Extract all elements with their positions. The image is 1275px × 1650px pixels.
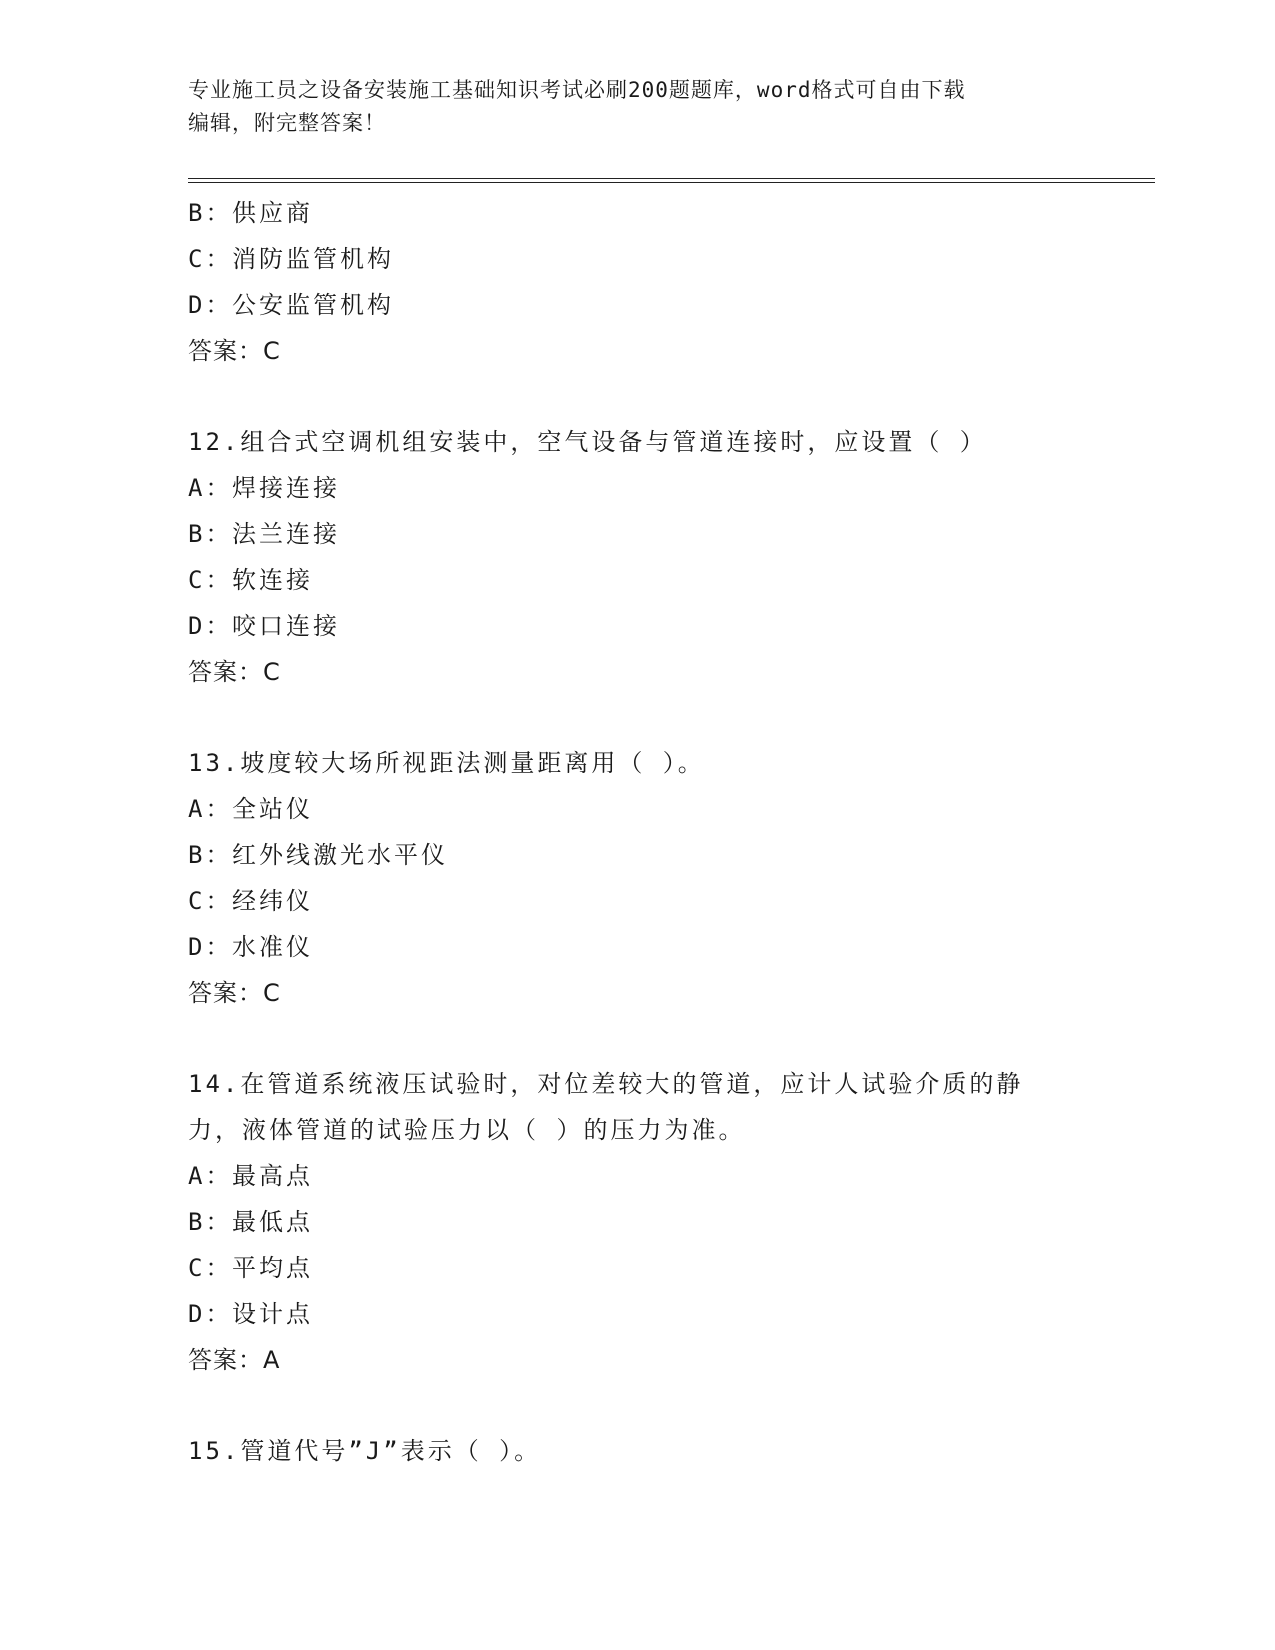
spacer xyxy=(188,1383,1088,1428)
option-text: 设计点 xyxy=(232,1300,313,1328)
option-b xyxy=(188,511,1088,557)
option-text: 最低点 xyxy=(232,1208,313,1236)
option-b xyxy=(188,190,1088,236)
question-text-line1: 14.在管道系统液压试验时，对位差较大的管道，应计人试验介质的静 xyxy=(188,1070,1024,1098)
option-label: D： xyxy=(188,1300,233,1328)
option-a xyxy=(188,465,1088,511)
header-divider xyxy=(188,178,1155,183)
option-label: D： xyxy=(188,612,233,640)
header-title-line1: 专业施工员之设备安装施工基础知识考试必刷200题题库，word格式可自由下载 xyxy=(188,78,966,102)
option-text: 法兰连接 xyxy=(232,520,340,548)
option-c xyxy=(188,878,1088,924)
option-d xyxy=(188,1291,1088,1337)
option-text: 全站仪 xyxy=(232,795,313,823)
option-text: 软连接 xyxy=(232,566,313,594)
option-text: 公安监管机构 xyxy=(232,291,394,319)
option-label: C： xyxy=(188,245,233,273)
spacer xyxy=(188,374,1088,419)
option-text: 红外线激光水平仪 xyxy=(232,841,448,869)
option-a xyxy=(188,786,1088,832)
option-label: B： xyxy=(188,841,233,869)
answer-line: 答案：C xyxy=(188,979,281,1007)
option-label: C： xyxy=(188,566,233,594)
option-label: B： xyxy=(188,199,233,227)
question-text: 13.坡度较大场所视距法测量距离用（ ）。 xyxy=(188,749,705,777)
document-header xyxy=(188,74,1088,140)
option-d xyxy=(188,282,1088,328)
option-label: A： xyxy=(188,795,233,823)
option-text: 平均点 xyxy=(232,1254,313,1282)
option-a xyxy=(188,1153,1088,1199)
option-text: 咬口连接 xyxy=(232,612,340,640)
option-text: 焊接连接 xyxy=(232,474,340,502)
option-text: 供应商 xyxy=(232,199,313,227)
option-d xyxy=(188,603,1088,649)
option-label: D： xyxy=(188,933,233,961)
question-text-line2: 力，液体管道的试验压力以（ ）的压力为准。 xyxy=(188,1116,746,1144)
option-label: A： xyxy=(188,474,233,502)
option-label: C： xyxy=(188,1254,233,1282)
option-label: B： xyxy=(188,1208,233,1236)
question-block-14 xyxy=(188,1061,1088,1383)
option-text: 经纬仪 xyxy=(232,887,313,915)
question-block-15 xyxy=(188,1428,1088,1474)
answer-line: 答案：C xyxy=(188,337,281,365)
option-c xyxy=(188,557,1088,603)
spacer xyxy=(188,695,1088,740)
option-label: B： xyxy=(188,520,233,548)
option-d xyxy=(188,924,1088,970)
option-label: C： xyxy=(188,887,233,915)
question-block-12 xyxy=(188,419,1088,695)
option-c xyxy=(188,236,1088,282)
answer-line: 答案：A xyxy=(188,1346,281,1374)
option-c xyxy=(188,1245,1088,1291)
option-text: 消防监管机构 xyxy=(232,245,394,273)
header-title-line2: 编辑，附完整答案！ xyxy=(188,111,386,135)
option-b xyxy=(188,832,1088,878)
option-text: 最高点 xyxy=(232,1162,313,1190)
spacer xyxy=(188,1016,1088,1061)
option-label: D： xyxy=(188,291,233,319)
question-block-13 xyxy=(188,740,1088,1016)
question-text: 12.组合式空调机组安装中，空气设备与管道连接时，应设置（ ） xyxy=(188,428,987,456)
question-block-11-continued xyxy=(188,190,1088,374)
answer-line: 答案：C xyxy=(188,658,281,686)
option-text: 水准仪 xyxy=(232,933,313,961)
option-label: A： xyxy=(188,1162,233,1190)
question-list xyxy=(188,190,1088,1474)
option-b xyxy=(188,1199,1088,1245)
question-text: 15.管道代号”J”表示（ ）。 xyxy=(188,1437,542,1465)
